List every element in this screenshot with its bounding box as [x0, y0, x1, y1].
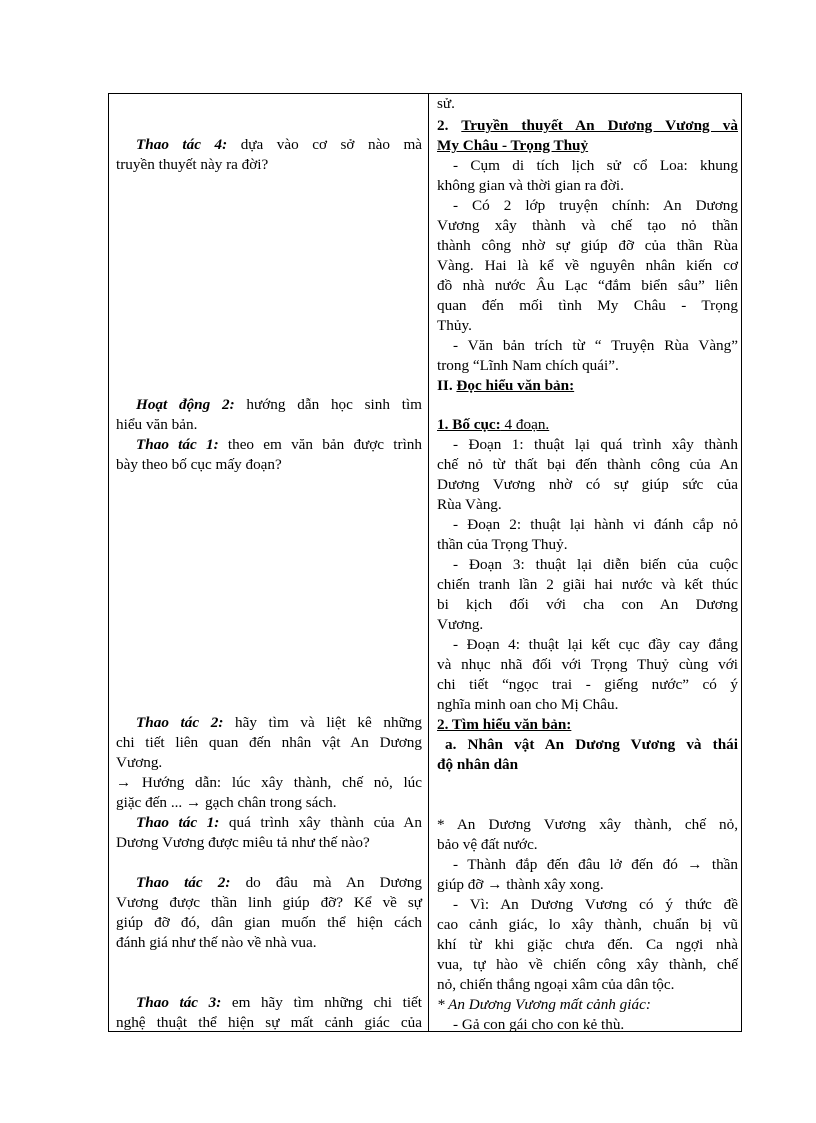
- left-line-16: giúp đỡ đó, dân gian muốn thể hiện cách: [116, 914, 422, 931]
- subheading-tim-hieu: 2. Tìm hiểu văn bản:: [437, 716, 572, 733]
- right-line-20: Rùa Vàng.: [437, 496, 502, 513]
- right-line-22: thần của Trọng Thuỷ.: [437, 536, 568, 553]
- right-line-38: - Vì: An Dương Vương có ý thức đề: [453, 896, 738, 913]
- right-line-42: nỏ, chiến thắng ngoại xâm của dân tộc.: [437, 976, 675, 993]
- left-line-10: → Hướng dẫn: lúc xây thành, chế nỏ, lúc: [116, 774, 422, 791]
- left-line-14: Thao tác 2: do đâu mà An Dương: [136, 874, 422, 891]
- left-line-17: đánh giá như thế nào về nhà vua.: [116, 934, 317, 951]
- left-line-11: giặc đến ... → gạch chân trong sách.: [116, 794, 337, 811]
- right-line-39: cao cảnh giác, lo xây thành, chuẩn bị vũ: [437, 916, 738, 933]
- left-line-4: hiểu văn bản.: [116, 416, 198, 433]
- right-line-13: - Văn bản trích từ “ Truyện Rùa Vàng”: [453, 337, 738, 354]
- right-line-11: quan đến mối tình My Châu - Trọng: [437, 297, 738, 314]
- left-line-9: Vương.: [116, 754, 163, 771]
- step-label: Thao tác 2:: [136, 714, 224, 731]
- activity-label: Hoạt động 2:: [136, 396, 235, 413]
- subheading-a-cont: độ nhân dân: [437, 756, 519, 773]
- right-line-28: và nhục nhã đối với Trọng Thuỷ cùng với: [437, 656, 738, 673]
- right-line-21: - Đoạn 2: thuật lại hành vi đánh cắp nỏ: [453, 516, 738, 533]
- right-line-34: * An Dương Vương xây thành, chế nỏ,: [437, 816, 738, 833]
- right-line-4: - Cụm di tích lịch sử cổ Loa: khung: [453, 157, 738, 174]
- right-line-17: - Đoạn 1: thuật lại quá trình xây thành: [453, 436, 738, 453]
- section-heading-2-cont: My Châu - Trọng Thuỷ: [437, 137, 589, 154]
- section-heading-2: 2. Truyền thuyết An Dương Vương và: [437, 117, 738, 134]
- left-line-6: bày theo bố cục mấy đoạn?: [116, 456, 282, 473]
- right-line-24: chiến tranh lần 2 giãi hai nước và kết thúc: [437, 576, 738, 593]
- left-line-1: Thao tác 4: dựa vào cơ sở nào mà: [136, 136, 422, 153]
- right-line-18: chế nỏ từ thất bại đến thành công của An: [437, 456, 738, 473]
- right-line-14: trong “Lĩnh Nam chích quái”.: [437, 357, 619, 374]
- right-line-30: nghĩa minh oan cho Mị Châu.: [437, 696, 619, 713]
- right-line-41: vua, tự hào về chiến công xây thành, chế: [437, 956, 738, 973]
- right-line-1: sử.: [437, 95, 455, 112]
- left-line-13: Dương Vương được miêu tả như thế nào?: [116, 834, 370, 851]
- step-label: Thao tác 4:: [136, 136, 228, 153]
- left-line-5: Thao tác 1: theo em văn bản được trình: [136, 436, 422, 453]
- subheading-a: a. Nhân vật An Dương Vương và thái: [445, 736, 738, 753]
- right-line-35: bảo vệ đất nước.: [437, 836, 538, 853]
- left-line-8: chi tiết liên quan đến nhân vật An Dương: [116, 734, 422, 751]
- right-line-29: chi tiết “ngọc trai - giếng nước” có ý: [437, 676, 738, 693]
- step-label: Thao tác 2:: [136, 874, 231, 891]
- section-heading-II: II. Đọc hiểu văn bản:: [437, 377, 575, 394]
- left-line-18: Thao tác 3: em hãy tìm những chi tiết: [136, 994, 422, 1011]
- left-line-2: truyền thuyết này ra đời?: [116, 156, 269, 173]
- left-line-15: Vương được thần linh giúp đỡ? Kể về sự: [116, 894, 422, 911]
- right-line-43: * An Dương Vương mất cảnh giác:: [437, 996, 651, 1013]
- right-line-44: - Gả con gái cho con kẻ thù.: [453, 1016, 625, 1033]
- left-line-12: Thao tác 1: quá trình xây thành của An: [136, 814, 422, 831]
- right-line-19: Dương Vương nhờ có sự giúp sức của: [437, 476, 738, 493]
- right-line-7: Vương xây thành và chế tạo nỏ thần: [437, 217, 738, 234]
- right-line-10: đồ nhà nước Âu Lạc “đắm biển sâu” liên: [437, 277, 738, 294]
- right-line-40: khí từ khi giặc chưa đến. Ca ngợi nhà: [437, 936, 738, 953]
- left-line-3: Hoạt động 2: hướng dẫn học sinh tìm: [136, 396, 422, 413]
- right-line-37: giúp đỡ → thành xây xong.: [437, 876, 604, 893]
- right-line-36: - Thành đắp đến đâu lở đến đó → thần: [453, 856, 738, 873]
- right-line-25: bi kịch đối với cha con An Dương: [437, 596, 738, 613]
- right-line-23: - Đoạn 3: thuật lại diễn biến của cuộc: [453, 556, 738, 573]
- right-line-12: Thủy.: [437, 317, 472, 334]
- left-line-7: Thao tác 2: hãy tìm và liệt kê những: [136, 714, 422, 731]
- step-label: Thao tác 1:: [136, 436, 219, 453]
- right-line-5: không gian và thời gian ra đời.: [437, 177, 624, 194]
- structure-heading: 1. Bố cục: 4 đoạn.: [437, 416, 550, 433]
- right-line-8: thành công nhờ sự giúp đỡ của thần Rùa: [437, 237, 738, 254]
- right-line-6: - Có 2 lớp truyện chính: An Dương: [453, 197, 738, 214]
- step-label: Thao tác 3:: [136, 994, 222, 1011]
- right-line-26: Vương.: [437, 616, 484, 633]
- right-line-27: - Đoạn 4: thuật lại kết cục đầy cay đắng: [453, 636, 738, 653]
- right-line-9: Vàng. Hai là kể về nguyên nhân kiến cơ: [437, 257, 738, 274]
- step-label: Thao tác 1:: [136, 814, 220, 831]
- left-line-19: nghệ thuật thể hiện sự mất cảnh giác của: [116, 1014, 422, 1031]
- column-divider: [428, 93, 429, 1032]
